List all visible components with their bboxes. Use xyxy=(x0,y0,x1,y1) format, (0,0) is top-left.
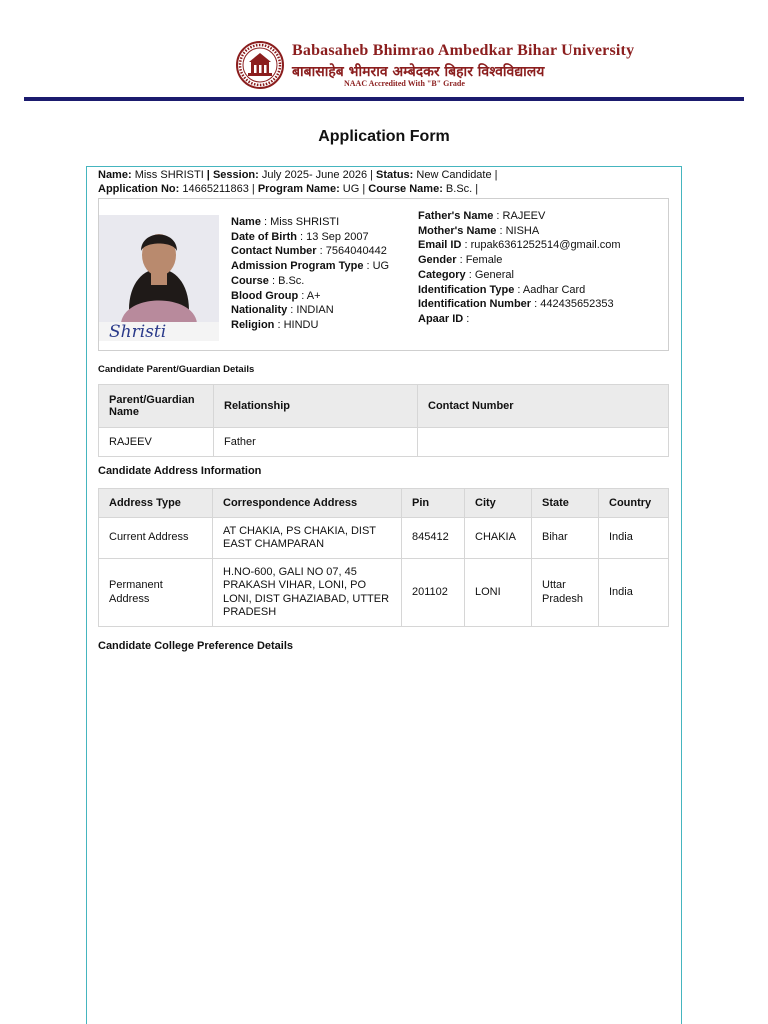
university-name-hindi: बाबासाहेब भीमराव अम्बेदकर बिहार विश्वविद्यालय xyxy=(292,64,545,80)
detail-apaar-id: Apaar ID : xyxy=(418,312,470,325)
detail-name: Name : Miss SHRISTI xyxy=(231,216,340,228)
college-preference-section-title: Candidate College Preference Details xyxy=(98,640,294,652)
program-value: UG xyxy=(342,183,360,195)
profile-details-right xyxy=(418,209,621,327)
table-row xyxy=(99,518,669,559)
page-header xyxy=(0,0,768,104)
status-value: New Candidate xyxy=(416,169,492,181)
detail-mother: Mother's Name : NISHA xyxy=(418,224,540,237)
address-state-cell: Bihar xyxy=(532,518,599,559)
profile-card xyxy=(98,198,669,351)
session-label: Session: xyxy=(212,169,259,181)
name-value: Miss SHRISTI xyxy=(134,169,204,181)
address-header-country: Country xyxy=(599,489,669,518)
address-city-cell: LONI xyxy=(465,559,532,627)
address-header-correspondence: Correspondence Address xyxy=(213,489,402,518)
address-city-cell: CHAKIA xyxy=(465,518,532,559)
detail-gender: Gender : Female xyxy=(418,254,503,267)
address-country-cell: India xyxy=(599,559,669,627)
address-type-cell: Current Address xyxy=(99,518,213,559)
guardian-header-relationship: Relationship xyxy=(214,385,418,428)
detail-father: Father's Name : RAJEEV xyxy=(418,210,546,222)
guardian-table xyxy=(98,384,669,457)
candidate-photo xyxy=(99,215,219,341)
address-text-cell: AT CHAKIA, PS CHAKIA, DIST EAST CHAMPARAN xyxy=(213,518,402,559)
address-pin-cell: 845412 xyxy=(402,518,465,559)
address-text-cell: H.NO-600, GALI NO 07, 45 PRAKASH VIHAR, LONI, PO LONI, DIST GHAZIABAD, UTTER PRADESH xyxy=(213,559,402,627)
naac-accreditation: NAAC Accredited With "B" Grade xyxy=(344,79,465,88)
university-name-english: Babasaheb Bhimrao Ambedkar Bihar University xyxy=(292,42,635,59)
detail-contact: Contact Number : 7564040442 xyxy=(231,245,387,258)
detail-course: Course : B.Sc. xyxy=(231,274,305,287)
address-pin-cell: 201102 xyxy=(402,559,465,627)
application-no-label: Application No: xyxy=(98,183,180,195)
detail-id-type: Identification Type : Aadhar Card xyxy=(418,283,586,296)
table-row xyxy=(99,559,669,627)
detail-blood-group: Blood Group : A+ xyxy=(231,289,321,302)
address-type-cell: Permanent Address xyxy=(99,559,213,627)
photo-signature: Shristi xyxy=(109,322,167,341)
application-summary: Name: Miss SHRISTI | Session: July 2025- June 2026 | Status: New Candidate | Application No: 14665211863 | Program Name: UG | Course Name: B.Sc. | xyxy=(98,169,498,195)
address-section-title: Candidate Address Information xyxy=(98,465,262,477)
guardian-header-contact: Contact Number xyxy=(418,385,669,428)
address-header-pin: Pin xyxy=(402,489,465,518)
guardian-section-title: Candidate Parent/Guardian Details xyxy=(98,364,255,375)
application-no-value: 14665211863 xyxy=(182,183,249,195)
address-table xyxy=(98,488,669,627)
detail-dob: Date of Birth : 13 Sep 2007 xyxy=(231,230,369,243)
guardian-header-name: Parent/Guardian Name xyxy=(99,385,214,428)
detail-program-type: Admission Program Type : UG xyxy=(231,260,390,273)
address-country-cell: India xyxy=(599,518,669,559)
course-value: B.Sc. xyxy=(445,183,473,195)
header-divider xyxy=(24,97,744,101)
name-label: Name: xyxy=(98,169,132,181)
address-header-state: State xyxy=(532,489,599,518)
profile-details-left xyxy=(231,215,389,333)
address-state-cell: Uttar Pradesh xyxy=(532,559,599,627)
table-row xyxy=(99,428,669,457)
address-header-city: City xyxy=(465,489,532,518)
course-label: Course Name: xyxy=(368,183,443,195)
status-label: Status: xyxy=(376,169,414,181)
detail-nationality: Nationality : INDIAN xyxy=(231,304,334,317)
program-label: Program Name: xyxy=(257,183,340,195)
address-header-type: Address Type xyxy=(99,489,213,518)
detail-category: Category : General xyxy=(418,268,514,281)
guardian-contact-cell xyxy=(418,428,669,457)
university-logo xyxy=(234,40,286,90)
detail-id-number: Identification Number : 442435652353 xyxy=(418,298,614,311)
guardian-relationship-cell: Father xyxy=(214,428,418,457)
page-title: Application Form xyxy=(318,128,450,145)
detail-email: Email ID : rupak6361252514@gmail.com xyxy=(418,239,621,252)
session-value: July 2025- June 2026 xyxy=(261,169,368,181)
detail-religion: Religion : HINDU xyxy=(231,318,319,331)
guardian-name-cell: RAJEEV xyxy=(99,428,214,457)
